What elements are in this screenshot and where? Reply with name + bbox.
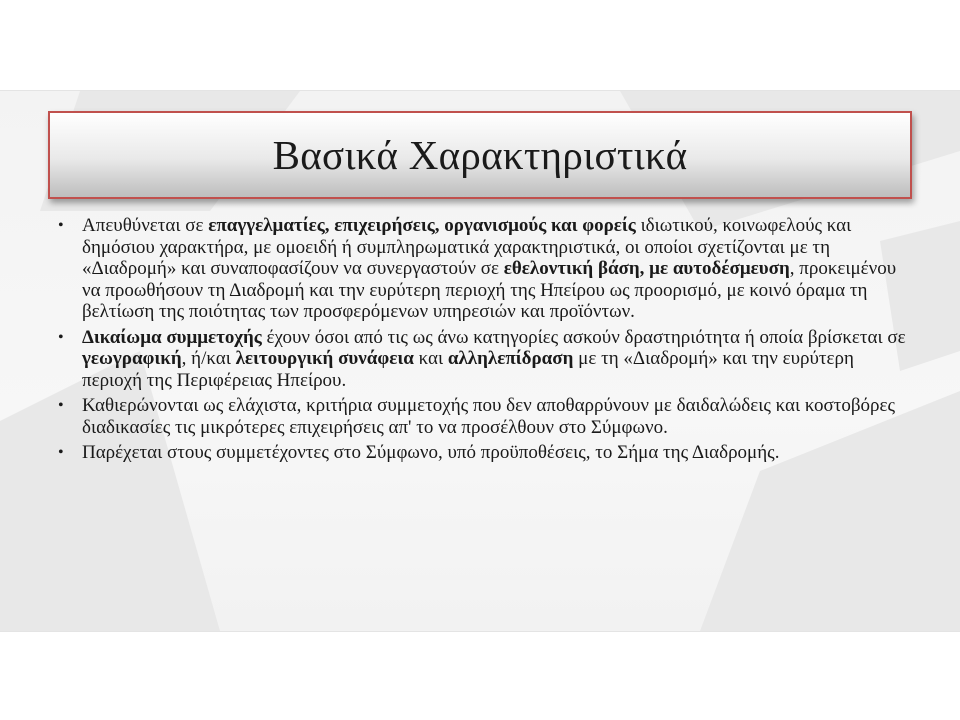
bullet-text: ιδιωτικού, κοινωφελούς και δημόσιου χαρακτήρα, με ομοειδή ή συμπληρωματικά χαρακτηριστικά, οι οποίοι σχετίζονται με τη «Διαδρομή» και συναποφασίζουν να συνεργαστούν σε — [82, 215, 852, 279]
bullet-list — [56, 215, 916, 468]
slide-title: Βασικά Χαρακτηριστικά — [272, 132, 688, 178]
bullet-text: Απευθύνεται σε — [82, 215, 209, 236]
bullet-text: και — [413, 348, 448, 369]
bullet-text: με τη «Διαδρομή» και την ευρύτερη περιοχή της Περιφέρειας Ηπείρου. — [82, 348, 854, 391]
bullet-icon: • — [58, 397, 64, 414]
bullet-emphasis: επαγγελματίες, επιχειρήσεις, οργανισμούς και φορείς — [208, 215, 636, 236]
bullet-item — [56, 395, 916, 438]
bullet-icon: • — [58, 444, 64, 461]
bullet-icon: • — [58, 217, 64, 234]
bullet-item — [56, 442, 916, 464]
bullet-emphasis: εθελοντική βάση, με αυτοδέσμευση — [503, 258, 790, 279]
slide-title-box — [48, 111, 912, 199]
bullet-text: , προκειμένου να προωθήσουν τη Διαδρομή και την ευρύτερη περιοχή της Ηπείρου ως προορισμό, με κοινό όραμα τη βελτίωση της ποιότητας των προσφερόμενων υπηρεσιών και προϊόντων. — [82, 258, 897, 322]
bullet-item — [56, 327, 916, 392]
bullet-item — [56, 215, 916, 323]
slide — [0, 90, 960, 632]
bullet-text: Καθιερώνονται ως ελάχιστα, κριτήρια συμμετοχής που δεν αποθαρρύνουν με δαιδαλώδεις και κοστοβόρες διαδικασίες τις μικρότερες επιχειρήσεις απ' το να προσέλθουν στο Σύμφωνο. — [82, 395, 896, 438]
bullet-emphasis: αλληλεπίδραση — [447, 348, 574, 369]
bullet-text: , ή/και — [181, 348, 236, 369]
bullet-emphasis: λειτουργική συνάφεια — [235, 348, 414, 369]
bullet-icon: • — [58, 328, 64, 346]
bullet-emphasis: Δικαίωμα συμμετοχής — [82, 326, 262, 348]
bullet-text: Παρέχεται στους συμμετέχοντες στο Σύμφωνο, υπό προϋποθέσεις, το Σήμα της Διαδρομής. — [82, 442, 780, 463]
bullet-emphasis: γεωγραφική — [82, 348, 182, 369]
bullet-text: έχουν όσοι από τις ως άνω κατηγορίες ασκούν δραστηριότητα ή οποία βρίσκεται σε — [261, 326, 906, 348]
